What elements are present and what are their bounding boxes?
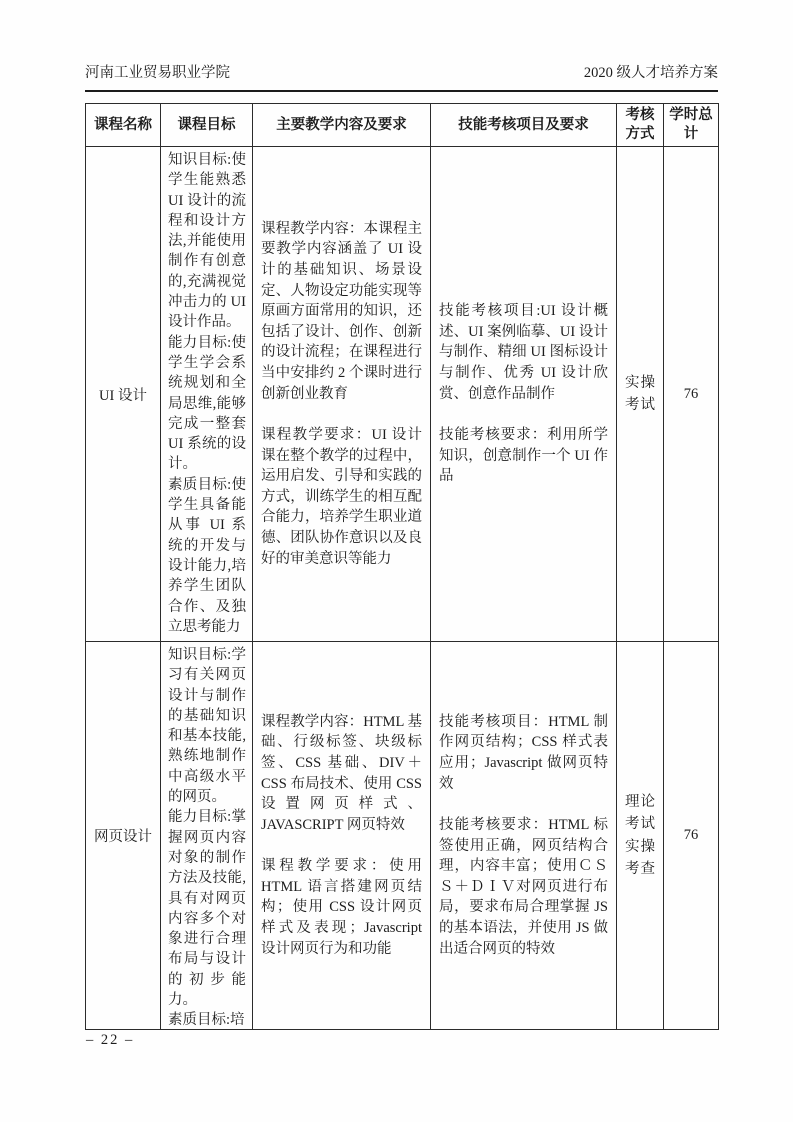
quality-objective: 素质目标:使学生具备能从事 UI 系统的开发与设计能力,培养学生团队合作、及独立思考能力 [168, 476, 246, 635]
skill-assessment-cell [431, 642, 617, 1030]
teaching-content-cell [253, 147, 431, 642]
ability-objective: 能力目标:掌握网页内容对象的制作方法及技能,具有对网页内容多个对象进行合理布局与设计的初步能力。 [168, 809, 246, 1009]
document-header [85, 64, 718, 82]
table-row [86, 147, 719, 642]
header-plan-title: 2020 级人才培养方案 [583, 65, 718, 81]
method-line: 考查 [625, 861, 655, 877]
method-line: 实操 [625, 374, 655, 391]
assessment-method-cell [617, 642, 664, 1030]
table-row [86, 642, 719, 1030]
assessment-project-paragraph: 技能考核项目：HTML 制作网页结构；CSS 样式表应用；Javascript 做网页特效 [439, 713, 608, 792]
column-header-method: 考核方式 [617, 104, 664, 147]
course-table [85, 103, 719, 1030]
method-line: 考试 [625, 397, 655, 413]
table-header-row [86, 104, 719, 147]
course-name-cell: 网页设计 [86, 642, 161, 1030]
header-divider [85, 90, 718, 92]
teaching-requirement-paragraph: 课程教学要求：UI 设计课在整个教学的过程中，运用启发、引导和实践的方式，训练学生的相互配合能力，培养学生职业道德、团队协作意识以及良好的审美意识等能力 [261, 427, 422, 567]
column-header-assessment: 技能考核项目及要求 [431, 104, 617, 147]
skill-assessment-text [439, 712, 608, 960]
course-objectives-cell [161, 147, 253, 642]
total-hours-cell: 76 [664, 147, 719, 642]
column-header-hours: 学时总计 [664, 104, 719, 147]
teaching-content-paragraph: 课程教学内容：HTML 基础、行级标签、块级标签、CSS 基础、DIV＋CSS 布局技术、使用 CSS 设置网页样式、JAVASCRIPT 网页特效 [261, 713, 422, 833]
skill-assessment-cell [431, 147, 617, 642]
teaching-content-paragraph: 课程教学内容：本课程主要教学内容涵盖了 UI 设计的基础知识、场景设定、人物设定功能实现等原画方面常用的知识，还包括了设计、创作、创新的设计流程；在课程进行当中安排约 2 个课时进行创新创业教育 [261, 220, 422, 402]
teaching-content-cell [253, 642, 431, 1030]
assessment-requirement-paragraph: 技能考核要求：HTML 标签使用正确，网页结构合理，内容丰富；使用ＣＳＳ＋ＤＩＶ对网页进行布局，要求布局合理掌握 JS 的基本语法，并使用 JS 做出适合网页的特效 [439, 817, 608, 957]
objectives-text [168, 150, 246, 639]
column-header-course-name: 课程名称 [86, 104, 161, 147]
teaching-content-text [261, 712, 422, 960]
header-school-name: 河南工业贸易职业学院 [85, 65, 230, 81]
method-line: 实操 [625, 838, 655, 855]
skill-assessment-text [439, 301, 608, 487]
knowledge-objective: 知识目标:使学生能熟悉 UI 设计的流程和设计方法,并能使用制作有创意的,充满视觉冲击力的 UI 设计作品。 [168, 152, 246, 331]
objectives-text [168, 645, 246, 1027]
quality-objective: 素质目标:培 [168, 1012, 245, 1027]
method-line: 考试 [625, 816, 655, 832]
course-objectives-cell [161, 642, 253, 1030]
teaching-content-text [261, 219, 422, 570]
column-header-content: 主要教学内容及要求 [253, 104, 431, 147]
assessment-project-paragraph: 技能考核项目:UI 设计概述、UI 案例临摹、UI 设计与制作、精细 UI 图标设计与制作、优秀 UI 设计欣赏、创意作品制作 [439, 303, 608, 402]
page-number: – 22 – [86, 1032, 135, 1048]
ability-objective: 能力目标:使学生学会系统规划和全局思维,能够完成一整套 UI 系统的设计。 [168, 334, 246, 473]
assessment-requirement-paragraph: 技能考核要求：利用所学知识，创意制作一个 UI 作品 [439, 427, 608, 485]
total-hours-cell: 76 [664, 642, 719, 1030]
assessment-method-cell [617, 147, 664, 642]
knowledge-objective: 知识目标:学习有关网页设计与制作的基础知识和基本技能,熟练地制作中高级水平的网页。 [168, 647, 246, 806]
teaching-requirement-paragraph: 课程教学要求：使用 HTML 语言搭建网页结构；使用 CSS 设计网页样式及表现；Javascript 设计网页行为和功能 [261, 858, 422, 957]
method-line: 理论 [625, 793, 655, 810]
column-header-objectives: 课程目标 [161, 104, 253, 147]
course-name-cell: UI 设计 [86, 147, 161, 642]
